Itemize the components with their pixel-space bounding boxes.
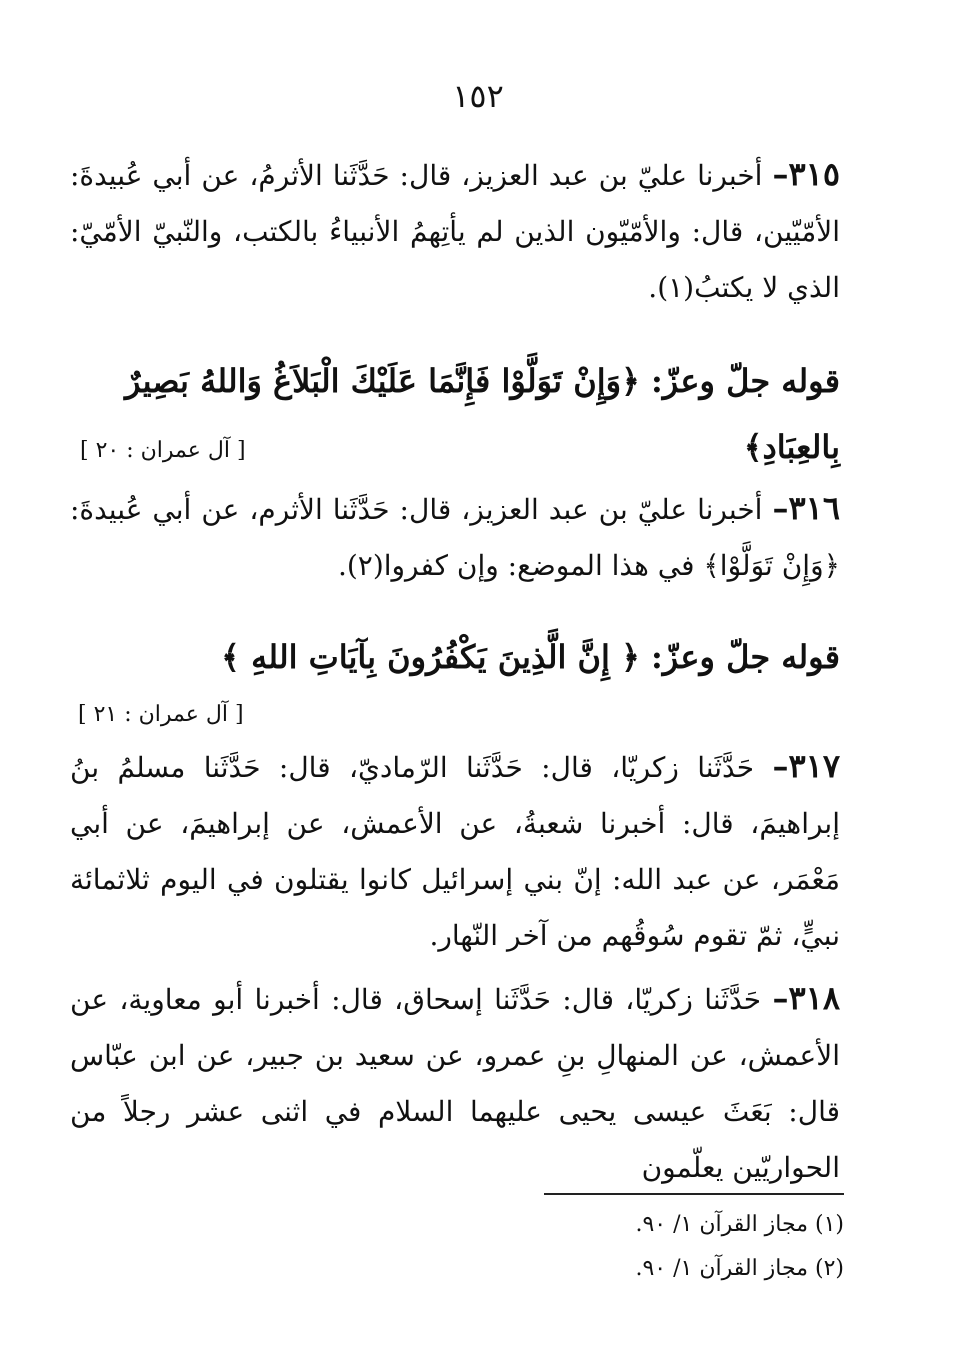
hadith-entry-318 — [70, 970, 840, 1196]
entry-number: ٣١٨– — [772, 979, 841, 1017]
verse-heading-al-imran-21: قوله جلّ وعزّ: ﴿ إِنَّ الَّذِينَ يَكْفُرُونَ بِآيَاتِ اللهِ ﴾ — [221, 638, 840, 676]
entry-text: حَدَّثَنا زكريّا، قال: حَدَّثَنا الرّماديّ، قال: حَدَّثَنا مسلمُ بنُ إبراهيمَ، قال: أخبرنا شعبةُ، عن الأعمش، عن إبراهيمَ، عن أبي مَعْمَر، عن عبد الله: إنّ بني إسرائيل كانوا يقتلون في اليوم ثلاثمائة نبيٍّ، ثمّ تقوم سُوقُهم من آخر النّهار. — [70, 751, 840, 952]
verse-reference: [ آل عمران : ٢٠ ] — [80, 438, 246, 463]
entry-text: أخبرنا عليّ بن عبد العزيز، قال: حَدَّثَنا الأثرم، عن أبي عُبيدةَ: ﴿وَإِنْ تَوَلَّوْا﴾ في هذا الموضع: وإن كفروا(٢). — [70, 493, 840, 582]
footnote-1: (١) مجاز القرآن ١/ ٩٠. — [635, 1212, 844, 1237]
footnote-separator — [544, 1193, 844, 1195]
entry-text: حَدَّثَنا زكريّا، قال: حَدَّثَنا إسحاق، قال: أخبرنا أبو معاوية، عن الأعمش، عن المنهالِ بنِ عمرو، عن سعيد بن جبير، عن ابن عبّاس قال: بَعَثَ عيسى يحيى عليهما السلام في اثنى عشر رجلاً من الحواريّين يعلّمون — [70, 983, 840, 1184]
hadith-entry-317 — [70, 738, 840, 964]
entry-text: أخبرنا عليّ بن عبد العزيز، قال: حَدَّثَنا الأثرمُ، عن أبي عُبيدةَ: الأمّيّين، قال: والأمّيّون الذين لم يأتِهمُ الأنبياءُ بالكتب، والنّبيّ الأمّيّ: الذي لا يكتبُ(١). — [70, 159, 840, 304]
hadith-entry-316 — [70, 480, 840, 594]
page-number: ١٥٢ — [452, 77, 504, 115]
verse-reference: [ آل عمران : ٢١ ] — [78, 702, 244, 727]
footnote-2: (٢) مجاز القرآن ١/ ٩٠. — [635, 1256, 844, 1281]
hadith-entry-315 — [70, 146, 840, 316]
entry-number: ٣١٦– — [772, 489, 840, 527]
verse-heading-al-imran-20: قوله جلّ وعزّ: ﴿وَإِنْ تَوَلَّوْا فَإِنَّمَا عَلَيْكَ الْبَلاَغُ وَاللهُ بَصِيرٌ بِالعِبَادِ﴾ — [124, 362, 840, 466]
entry-number: ٣١٧– — [772, 747, 840, 785]
entry-number: ٣١٥– — [772, 155, 840, 193]
